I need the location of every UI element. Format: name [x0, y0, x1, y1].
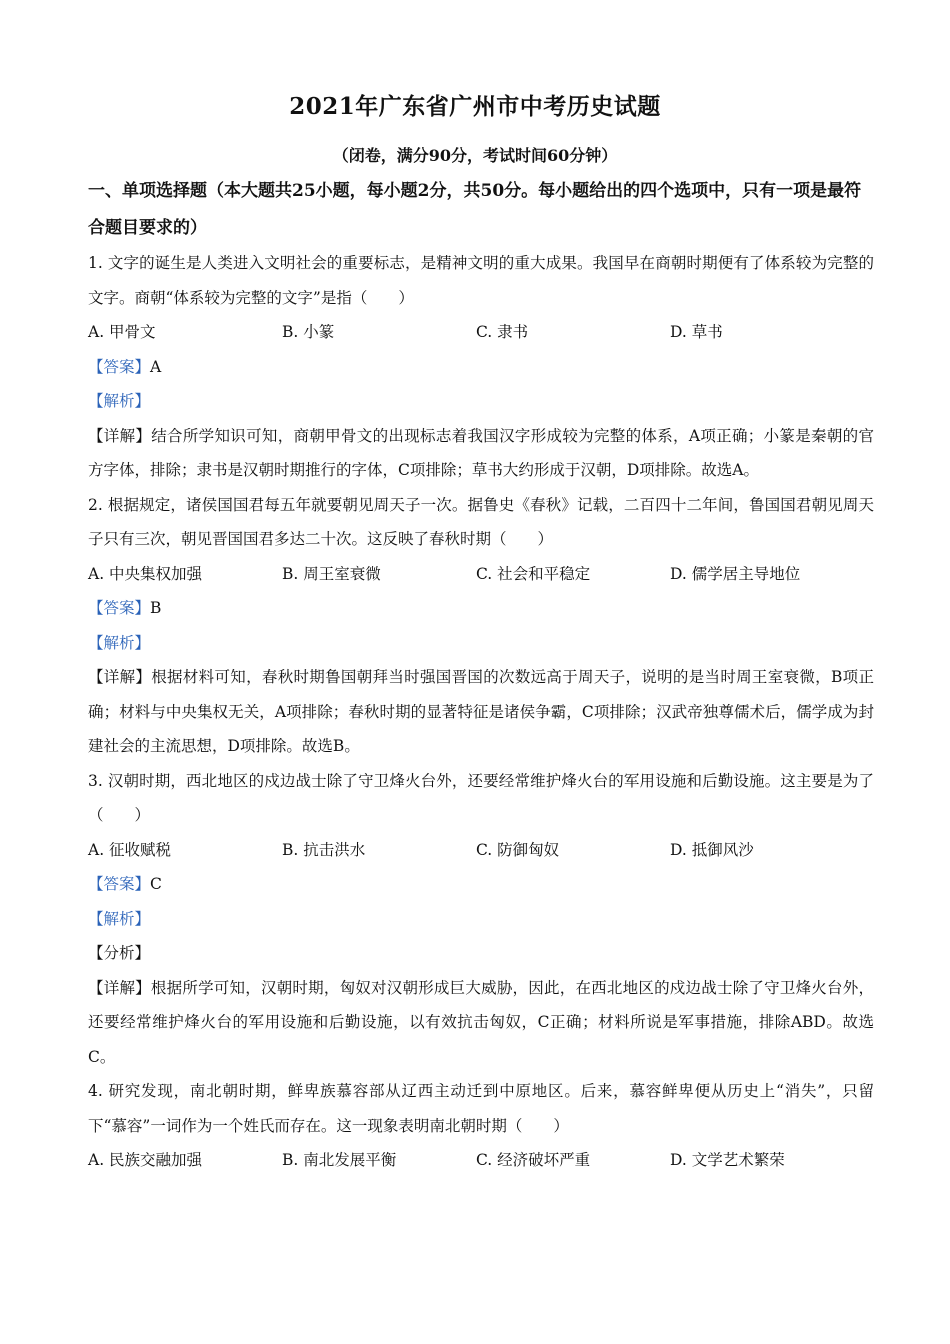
detail-text: 结合所学知识可知，商朝甲骨文的出现标志着我国汉字形成较为完整的体系，A项正确；小篆是秦朝的官方字体，排除；隶书是汉朝时期推行的字体，C项排除；草书大约形成于汉朝，D项排除。故选A。: [88, 426, 874, 479]
question-2: [88, 488, 874, 764]
detail-paragraph: [88, 660, 874, 764]
answer-value: B: [150, 599, 162, 617]
question-stem: 1. 文字的诞生是人类进入文明社会的重要标志，是精神文明的重大成果。我国早在商朝时期便有了体系较为完整的文字。商朝“体系较为完整的文字”是指（ ）: [88, 254, 874, 307]
option-d: D. 草书: [670, 323, 723, 341]
answer-tag: 【答案】: [88, 875, 151, 893]
option-c: C. 经济破坏严重: [476, 1151, 591, 1169]
fenxi-tag: 【分析】: [88, 944, 151, 962]
option-b: B. 抗击洪水: [282, 840, 366, 859]
option-b: B. 周王室衰微: [282, 564, 381, 583]
options-row: [88, 1143, 874, 1178]
analysis-line: [88, 626, 874, 661]
options-row: [88, 833, 874, 868]
option-a: A. 甲骨文: [88, 323, 156, 341]
exam-instructions: （闭卷，满分90分，考试时间60分钟）: [332, 146, 618, 165]
option-a: A. 民族交融加强: [88, 1151, 203, 1169]
analysis-line: [88, 902, 874, 937]
option-d: D. 抵御风沙: [670, 840, 754, 859]
question-1: [88, 246, 874, 488]
question-stem: 2. 根据规定，诸侯国国君每五年就要朝见周天子一次。据鲁史《春秋》记载，二百四十二年间，鲁国国君朝见周天子只有三次，朝见晋国国君多达二十次。这反映了春秋时期（ ）: [88, 495, 874, 548]
section-heading: 一、单项选择题（本大题共25小题，每小题2分，共50分。每小题给出的四个选项中，只有一项是最符合题目要求的）: [88, 181, 862, 238]
option-a: A. 中央集权加强: [88, 564, 203, 583]
detail-paragraph: [88, 971, 874, 1075]
fenxi-line: [88, 936, 874, 971]
answer-value: C: [150, 875, 162, 893]
option-c: C. 隶书: [476, 323, 529, 341]
answer-tag: 【答案】: [88, 599, 151, 617]
detail-text: 根据材料可知，春秋时期鲁国朝拜当时强国晋国的次数远高于周天子，说明的是当时周王室衰微，B项正确；材料与中央集权无关，A项排除；春秋时期的显著特征是诸侯争霸，C项排除；汉武帝独尊儒术后，儒学成为封建社会的主流思想，D项排除。故选B。: [88, 668, 874, 755]
question-stem: 4. 研究发现，南北朝时期，鲜卑族慕容部从辽西主动迁到中原地区。后来，慕容鲜卑便从历史上“消失”，只留下“慕容”一词作为一个姓氏而存在。这一现象表明南北朝时期（ ）: [88, 1082, 874, 1135]
detail-tag: 【详解】: [88, 668, 152, 686]
question-4: [88, 1074, 874, 1178]
detail-tag: 【详解】: [88, 426, 152, 445]
analysis-tag: 【解析】: [88, 633, 151, 652]
option-d: D. 文学艺术繁荣: [670, 1151, 785, 1169]
detail-paragraph: [88, 419, 874, 488]
option-d: D. 儒学居主导地位: [670, 564, 801, 583]
question-list: [88, 246, 874, 1178]
option-a: A. 征收赋税: [88, 840, 172, 859]
options-row: [88, 557, 874, 592]
detail-tag: 【详解】: [88, 978, 151, 997]
analysis-tag: 【解析】: [88, 909, 151, 928]
answer-value: A: [150, 357, 162, 376]
analysis-tag: 【解析】: [88, 392, 151, 410]
option-c: C. 社会和平稳定: [476, 564, 591, 583]
option-b: B. 南北发展平衡: [282, 1151, 397, 1169]
question-3: [88, 764, 874, 1075]
question-stem: 3. 汉朝时期，西北地区的戍边战士除了守卫烽火台外，还要经常维护烽火台的军用设施和后勤设施。这主要是为了（ ）: [88, 771, 874, 824]
options-row: [88, 315, 874, 350]
answer-tag: 【答案】: [88, 357, 151, 376]
answer-line: [88, 867, 874, 902]
detail-text: 根据所学可知，汉朝时期，匈奴对汉朝形成巨大威胁，因此，在西北地区的戍边战士除了守卫烽火台外，还要经常维护烽火台的军用设施和后勤设施，以有效抗击匈奴，C正确；材料所说是军事措施，排除ABD。故选C。: [88, 978, 874, 1066]
answer-line: [88, 350, 874, 385]
option-c: C. 防御匈奴: [476, 840, 560, 859]
page-title: 2021年广东省广州市中考历史试题: [289, 93, 661, 120]
option-b: B. 小篆: [282, 323, 335, 341]
answer-line: [88, 591, 874, 626]
analysis-line: [88, 384, 874, 419]
